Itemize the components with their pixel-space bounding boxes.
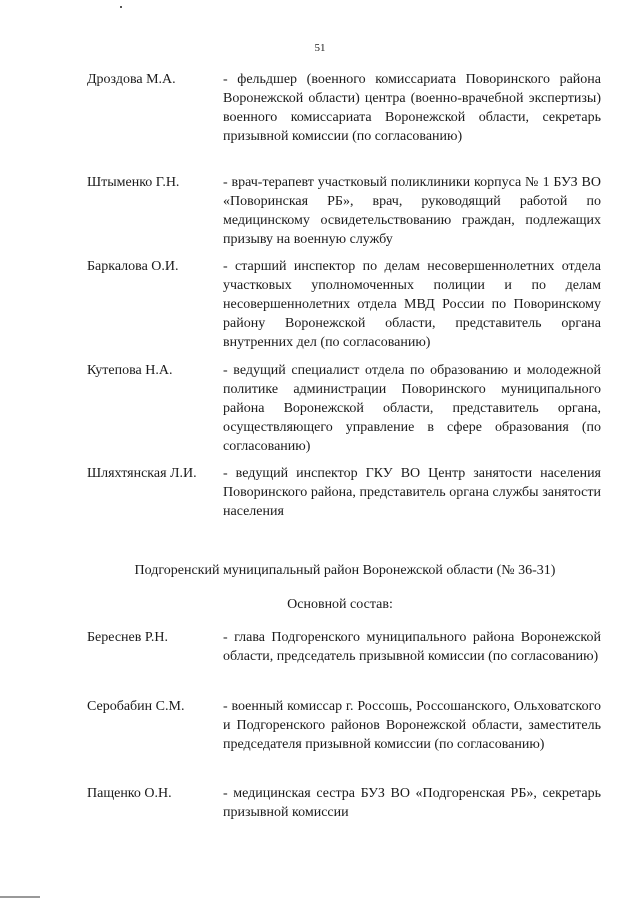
scan-mark-top <box>120 6 122 8</box>
page-number: 51 <box>314 42 326 54</box>
member-role: - медицинская сестра БУЗ ВО «Подгоренская РБ», секретарь призывной комиссии <box>223 786 601 820</box>
member-name: Береснев Р.Н. <box>87 630 168 645</box>
member-name: Кутепова Н.А. <box>87 363 173 378</box>
member-role: - ведущий инспектор ГКУ ВО Центр занятости населения Поворинского района, представитель органа службы занятости населения <box>223 466 601 519</box>
member-role: - фельдшер (военного комиссариата Поворинского района Воронежской области) центра (военно-врачебной экспертизы) военного комиссариата Воронежской области, секретарь призывной комиссии (по согласованию) <box>223 72 601 144</box>
scan-mark-bottom <box>0 896 40 898</box>
member-name: Баркалова О.И. <box>87 259 179 274</box>
member-role: - врач-терапевт участковый поликлиники корпуса № 1 БУЗ ВО «Поворинская РБ», врач, руководящий работой по медицинскому освидетельствованию граждан, подлежащих призыву на военную службу <box>223 175 601 247</box>
member-name: Штыменко Г.Н. <box>87 175 180 190</box>
member-role: - военный комиссар г. Россошь, Россошанского, Ольховатского и Подгоренского районов Воронежской области, заместитель председателя призывной комиссии (по согласованию) <box>223 699 601 752</box>
section-subtitle: Основной состав: <box>287 597 393 612</box>
member-name: Шляхтянская Л.И. <box>87 466 197 481</box>
member-role: - глава Подгоренского муниципального района Воронежской области, председатель призывной комиссии (по согласованию) <box>223 630 601 664</box>
member-role: - ведущий специалист отдела по образованию и молодежной политике администрации Поворинского муниципального района Воронежской области, представитель органа, осуществляющего управление в сфере образования (по согласованию) <box>223 363 601 454</box>
member-name: Пащенко О.Н. <box>87 786 172 801</box>
member-name: Дроздова М.А. <box>87 72 176 87</box>
member-role: - старший инспектор по делам несовершеннолетних отдела участковых уполномоченных полиции и по делам несовершеннолетних отдела МВД России по Поворинскому району Воронежской области, представитель органа внутренних дел (по согласованию) <box>223 259 601 350</box>
section-title: Подгоренский муниципальный район Воронежской области (№ 36-31) <box>134 563 556 578</box>
member-name: Серобабин С.М. <box>87 699 185 714</box>
